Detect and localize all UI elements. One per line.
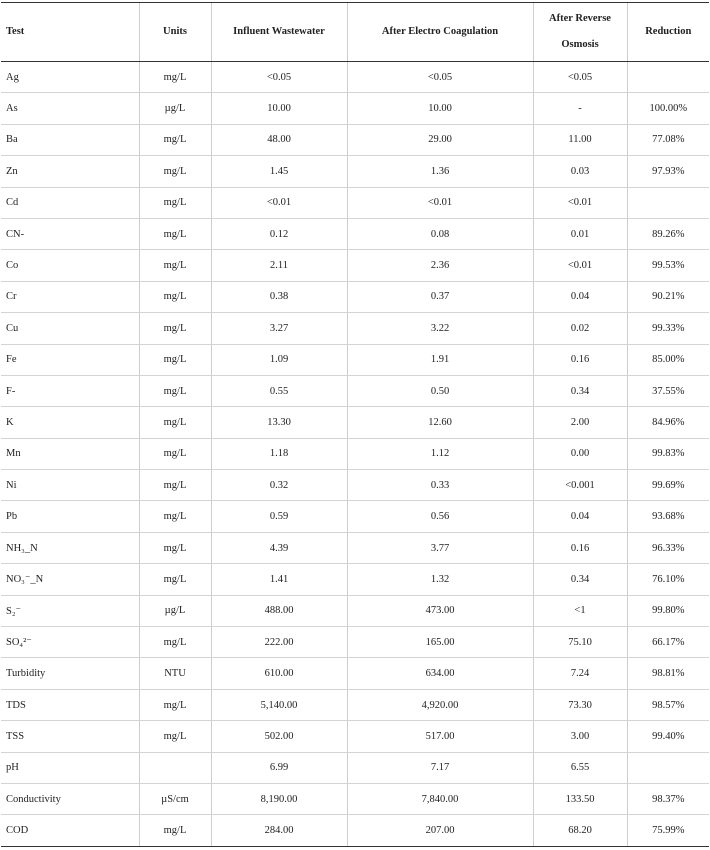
test-cell: SO₄²⁻ <box>1 627 139 658</box>
after-ro-cell: 133.50 <box>533 783 627 814</box>
after-ec-cell: 3.22 <box>347 313 533 344</box>
table-row <box>1 250 709 281</box>
table-row <box>1 689 709 720</box>
units-cell: µS/cm <box>139 783 211 814</box>
influent-cell: 8,190.00 <box>211 783 347 814</box>
units-cell: NTU <box>139 658 211 689</box>
header-units: Units <box>139 3 211 62</box>
table-row <box>1 93 709 124</box>
reduction-cell <box>627 62 709 93</box>
table-row <box>1 721 709 752</box>
after-ec-cell: 10.00 <box>347 93 533 124</box>
reduction-cell: 99.40% <box>627 721 709 752</box>
table-row <box>1 344 709 375</box>
after-ec-cell: 473.00 <box>347 595 533 626</box>
influent-cell: 222.00 <box>211 627 347 658</box>
table-row <box>1 470 709 501</box>
test-cell: Mn <box>1 438 139 469</box>
after-ec-cell: 7,840.00 <box>347 783 533 814</box>
after-ro-cell: 0.02 <box>533 313 627 344</box>
units-cell: mg/L <box>139 281 211 312</box>
header-row <box>1 3 709 62</box>
influent-cell: 1.18 <box>211 438 347 469</box>
table-row <box>1 156 709 187</box>
units-cell: mg/L <box>139 124 211 155</box>
influent-cell: 5,140.00 <box>211 689 347 720</box>
table-row <box>1 281 709 312</box>
test-cell: TDS <box>1 689 139 720</box>
after-ro-cell: 0.34 <box>533 375 627 406</box>
after-ro-cell: 0.34 <box>533 564 627 595</box>
after-ro-cell: 11.00 <box>533 124 627 155</box>
test-cell: Cr <box>1 281 139 312</box>
influent-cell: 1.45 <box>211 156 347 187</box>
units-cell: mg/L <box>139 375 211 406</box>
table-row <box>1 375 709 406</box>
table-row <box>1 564 709 595</box>
reduction-cell: 99.80% <box>627 595 709 626</box>
test-cell: F- <box>1 375 139 406</box>
table-row <box>1 407 709 438</box>
units-cell: mg/L <box>139 187 211 218</box>
reduction-cell: 76.10% <box>627 564 709 595</box>
after-ro-cell: 0.04 <box>533 281 627 312</box>
after-ec-cell: 207.00 <box>347 815 533 846</box>
table-row <box>1 752 709 783</box>
influent-cell: 0.59 <box>211 501 347 532</box>
influent-cell: 0.32 <box>211 470 347 501</box>
table-row <box>1 815 709 846</box>
influent-cell: 6.99 <box>211 752 347 783</box>
influent-cell: 0.38 <box>211 281 347 312</box>
after-ro-cell: <0.01 <box>533 187 627 218</box>
after-ec-cell: 12.60 <box>347 407 533 438</box>
after-ro-cell: 0.16 <box>533 344 627 375</box>
header-after-ro: After Reverse Osmosis <box>533 3 627 62</box>
header-reduction: Reduction <box>627 3 709 62</box>
after-ro-cell: 0.00 <box>533 438 627 469</box>
after-ec-cell: <0.01 <box>347 187 533 218</box>
units-cell: mg/L <box>139 218 211 249</box>
after-ec-cell: 1.12 <box>347 438 533 469</box>
test-cell: Fe <box>1 344 139 375</box>
units-cell: µg/L <box>139 595 211 626</box>
after-ro-cell: - <box>533 93 627 124</box>
test-cell: Ni <box>1 470 139 501</box>
after-ro-cell: <0.01 <box>533 250 627 281</box>
test-cell: Zn <box>1 156 139 187</box>
table-row <box>1 595 709 626</box>
test-cell: K <box>1 407 139 438</box>
after-ro-cell: 73.30 <box>533 689 627 720</box>
after-ec-cell: 0.50 <box>347 375 533 406</box>
units-cell: mg/L <box>139 438 211 469</box>
table-row <box>1 187 709 218</box>
table-row <box>1 124 709 155</box>
influent-cell: 10.00 <box>211 93 347 124</box>
reduction-cell: 93.68% <box>627 501 709 532</box>
influent-cell: 284.00 <box>211 815 347 846</box>
test-cell: COD <box>1 815 139 846</box>
units-cell: mg/L <box>139 627 211 658</box>
test-cell: Cd <box>1 187 139 218</box>
test-cell: NO₃⁻_N <box>1 564 139 595</box>
reduction-cell: 100.00% <box>627 93 709 124</box>
reduction-cell: 77.08% <box>627 124 709 155</box>
after-ec-cell: 0.56 <box>347 501 533 532</box>
table-row <box>1 501 709 532</box>
reduction-cell: 99.53% <box>627 250 709 281</box>
table-row <box>1 313 709 344</box>
influent-cell: 13.30 <box>211 407 347 438</box>
units-cell: mg/L <box>139 313 211 344</box>
units-cell: mg/L <box>139 470 211 501</box>
test-cell: As <box>1 93 139 124</box>
test-cell: Cu <box>1 313 139 344</box>
after-ro-cell: 0.16 <box>533 532 627 563</box>
after-ec-cell: 29.00 <box>347 124 533 155</box>
test-cell: Ba <box>1 124 139 155</box>
units-cell: mg/L <box>139 721 211 752</box>
after-ec-cell: 1.36 <box>347 156 533 187</box>
influent-cell: 488.00 <box>211 595 347 626</box>
after-ro-cell: <0.05 <box>533 62 627 93</box>
after-ec-cell: 0.37 <box>347 281 533 312</box>
test-cell: NH₃_N <box>1 532 139 563</box>
after-ro-cell: 0.04 <box>533 501 627 532</box>
table-row <box>1 62 709 93</box>
influent-cell: 1.41 <box>211 564 347 595</box>
test-cell: Co <box>1 250 139 281</box>
test-cell: Conductivity <box>1 783 139 814</box>
units-cell <box>139 752 211 783</box>
reduction-cell <box>627 752 709 783</box>
influent-cell: 0.12 <box>211 218 347 249</box>
test-cell: S₂⁻ <box>1 595 139 626</box>
units-cell: µg/L <box>139 93 211 124</box>
after-ro-cell: 6.55 <box>533 752 627 783</box>
table-row <box>1 658 709 689</box>
after-ec-cell: 4,920.00 <box>347 689 533 720</box>
units-cell: mg/L <box>139 532 211 563</box>
influent-cell: 502.00 <box>211 721 347 752</box>
table-row <box>1 532 709 563</box>
after-ec-cell: 2.36 <box>347 250 533 281</box>
test-cell: Ag <box>1 62 139 93</box>
table-row <box>1 438 709 469</box>
influent-cell: <0.01 <box>211 187 347 218</box>
after-ec-cell: <0.05 <box>347 62 533 93</box>
results-table <box>1 2 709 847</box>
units-cell: mg/L <box>139 156 211 187</box>
influent-cell: 3.27 <box>211 313 347 344</box>
after-ro-cell: 7.24 <box>533 658 627 689</box>
after-ec-cell: 165.00 <box>347 627 533 658</box>
header-test: Test <box>1 3 139 62</box>
header-influent: Influent Wastewater <box>211 3 347 62</box>
units-cell: mg/L <box>139 501 211 532</box>
reduction-cell: 99.83% <box>627 438 709 469</box>
reduction-cell: 75.99% <box>627 815 709 846</box>
after-ro-cell: 0.03 <box>533 156 627 187</box>
influent-cell: 48.00 <box>211 124 347 155</box>
units-cell: mg/L <box>139 250 211 281</box>
reduction-cell <box>627 187 709 218</box>
influent-cell: 0.55 <box>211 375 347 406</box>
after-ec-cell: 1.91 <box>347 344 533 375</box>
reduction-cell: 96.33% <box>627 532 709 563</box>
test-cell: CN- <box>1 218 139 249</box>
reduction-cell: 97.93% <box>627 156 709 187</box>
reduction-cell: 37.55% <box>627 375 709 406</box>
test-cell: pH <box>1 752 139 783</box>
table-row <box>1 627 709 658</box>
after-ro-cell: <1 <box>533 595 627 626</box>
units-cell: mg/L <box>139 815 211 846</box>
reduction-cell: 99.33% <box>627 313 709 344</box>
influent-cell: 4.39 <box>211 532 347 563</box>
after-ro-cell: 0.01 <box>533 218 627 249</box>
units-cell: mg/L <box>139 689 211 720</box>
table-row <box>1 218 709 249</box>
reduction-cell: 84.96% <box>627 407 709 438</box>
table-row <box>1 783 709 814</box>
after-ec-cell: 7.17 <box>347 752 533 783</box>
units-cell: mg/L <box>139 407 211 438</box>
reduction-cell: 99.69% <box>627 470 709 501</box>
after-ec-cell: 634.00 <box>347 658 533 689</box>
reduction-cell: 85.00% <box>627 344 709 375</box>
influent-cell: <0.05 <box>211 62 347 93</box>
after-ec-cell: 517.00 <box>347 721 533 752</box>
units-cell: mg/L <box>139 344 211 375</box>
test-cell: Turbidity <box>1 658 139 689</box>
after-ro-cell: <0.001 <box>533 470 627 501</box>
reduction-cell: 98.81% <box>627 658 709 689</box>
after-ro-cell: 2.00 <box>533 407 627 438</box>
reduction-cell: 98.57% <box>627 689 709 720</box>
after-ec-cell: 1.32 <box>347 564 533 595</box>
after-ro-cell: 75.10 <box>533 627 627 658</box>
reduction-cell: 90.21% <box>627 281 709 312</box>
units-cell: mg/L <box>139 564 211 595</box>
after-ec-cell: 0.33 <box>347 470 533 501</box>
units-cell: mg/L <box>139 62 211 93</box>
influent-cell: 2.11 <box>211 250 347 281</box>
after-ro-cell: 68.20 <box>533 815 627 846</box>
test-cell: TSS <box>1 721 139 752</box>
reduction-cell: 98.37% <box>627 783 709 814</box>
after-ec-cell: 0.08 <box>347 218 533 249</box>
reduction-cell: 89.26% <box>627 218 709 249</box>
test-cell: Pb <box>1 501 139 532</box>
after-ro-cell: 3.00 <box>533 721 627 752</box>
header-after-ec: After Electro Coagulation <box>347 3 533 62</box>
reduction-cell: 66.17% <box>627 627 709 658</box>
influent-cell: 1.09 <box>211 344 347 375</box>
after-ec-cell: 3.77 <box>347 532 533 563</box>
influent-cell: 610.00 <box>211 658 347 689</box>
